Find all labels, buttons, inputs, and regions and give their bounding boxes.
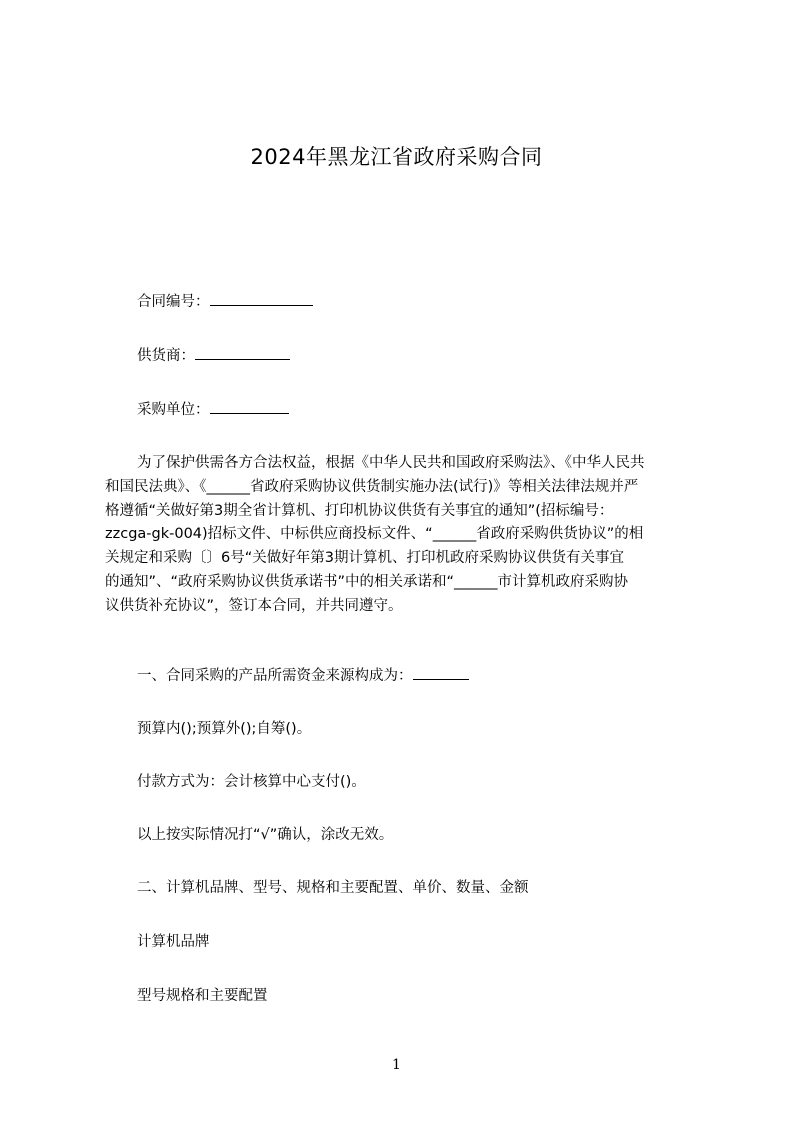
intro-line: 议供货补充协议”，签订本合同，并共同遵守。 xyxy=(105,597,403,614)
model-label: 型号规格和主要配置 xyxy=(137,988,268,1004)
contract-number-line xyxy=(137,291,313,312)
intro-line: 和国民法典》、《______省政府采购协议供货制实施办法(试行)》等相关法律法规并严 xyxy=(105,478,639,495)
section1-heading: 一、合同采购的产品所需资金来源构成为： xyxy=(137,668,413,684)
contract-number-blank xyxy=(210,291,313,306)
document-title: 2024年黑龙江省政府采购合同 xyxy=(250,145,543,169)
intro-line: 关规定和采购〔〕6号“关做好年第3期计算机、打印机政府采购协议供货有关事宜 xyxy=(105,550,624,567)
funding-source-blank xyxy=(413,665,469,680)
page-number: 1 xyxy=(392,1057,401,1073)
intro-paragraph xyxy=(105,452,695,619)
check-note: 以上按实际情况打“√”确认，涂改无效。 xyxy=(137,827,394,843)
purchaser-label: 采购单位： xyxy=(137,402,210,418)
intro-line: 为了保护供需各方合法权益，根据《中华人民共和国政府采购法》、《中华人民共 xyxy=(137,455,645,471)
intro-line: 格遵循“关做好第3期全省计算机、打印机协议供货有关事宜的通知”(招标编号： xyxy=(105,502,614,519)
section2-heading: 二、计算机品牌、型号、规格和主要配置、单价、数量、金额 xyxy=(137,880,529,896)
intro-line: zzcga-gk-004)招标文件、中标供应商投标文件、“______省政府采购供货协议”的相 xyxy=(105,526,644,543)
supplier-label: 供货商： xyxy=(137,348,195,364)
purchaser-blank xyxy=(210,399,289,414)
supplier-blank xyxy=(195,345,290,360)
section1-heading-line xyxy=(137,665,469,686)
payment-method: 付款方式为：会计核算中心支付()。 xyxy=(137,774,366,790)
contract-number-label: 合同编号： xyxy=(137,294,210,310)
brand-label: 计算机品牌 xyxy=(137,934,210,950)
intro-line: 的通知”、“政府采购协议供货承诺书”中的相关承诺和“______市计算机政府采购协 xyxy=(105,573,629,590)
supplier-line xyxy=(137,345,290,366)
funding-options: 预算内();预算外();自筹()。 xyxy=(137,721,312,737)
purchaser-line xyxy=(137,399,289,420)
